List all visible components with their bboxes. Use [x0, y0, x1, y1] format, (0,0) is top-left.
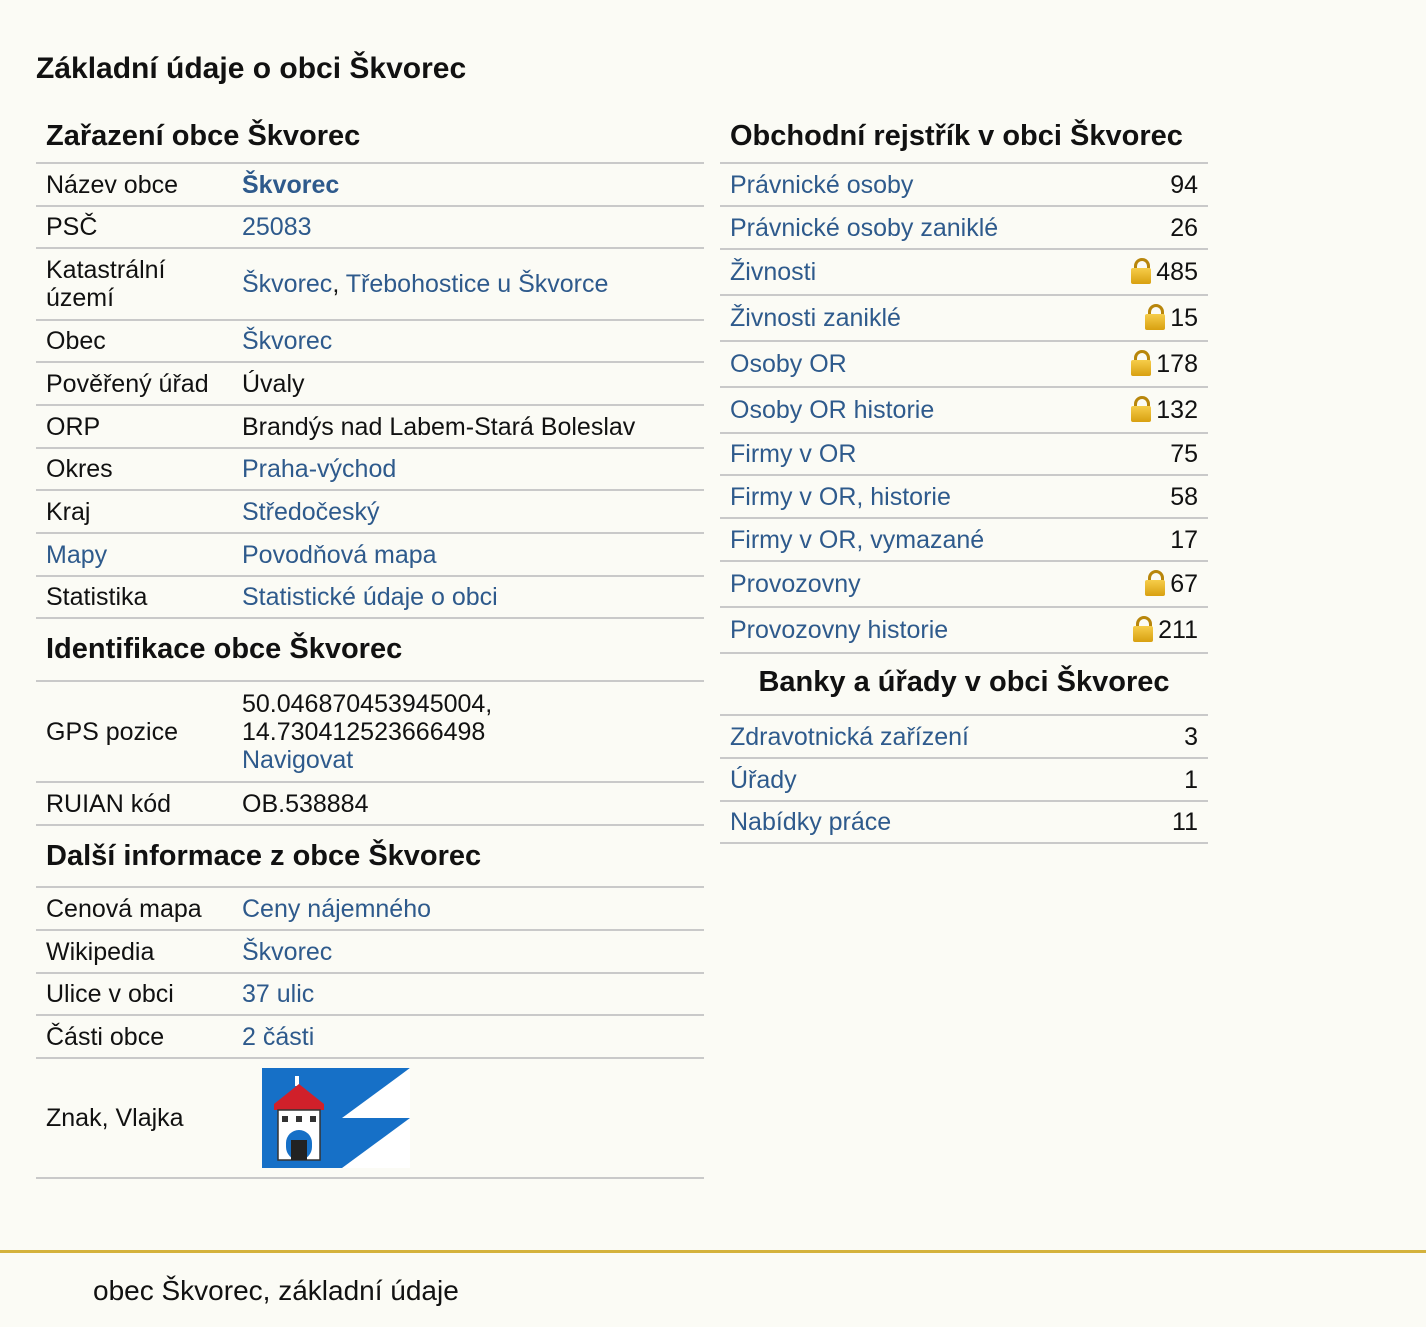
banky-table [720, 716, 1208, 844]
rejstrik-count: 15 [1170, 304, 1198, 332]
table-row [36, 490, 704, 533]
navigovat-link[interactable]: Navigovat [242, 745, 354, 774]
row-label: ORP [36, 405, 232, 448]
row-label: Katastrální území [36, 248, 232, 320]
rejstrik-count: 17 [1170, 525, 1198, 554]
table-row [36, 320, 704, 362]
okres-link[interactable]: Praha-východ [242, 455, 397, 483]
section-heading-zarazeni: Zařazení obce Škvorec [36, 112, 704, 164]
page-title: Základní údaje o obci Škvorec [36, 52, 467, 85]
rejstrik-link[interactable]: Právnické osoby zaniklé [730, 213, 999, 242]
table-row [36, 405, 704, 448]
footer-text: obec Škvorec, základní údaje [93, 1275, 459, 1306]
lock-icon [1131, 258, 1151, 284]
obec-link[interactable]: Škvorec [242, 327, 333, 355]
rejstrik-count: 178 [1156, 350, 1198, 378]
banky-count: 11 [1134, 801, 1208, 843]
table-row [36, 782, 704, 825]
banky-count: 1 [1134, 758, 1208, 801]
table-row [36, 1015, 704, 1058]
row-label: RUIAN kód [36, 782, 232, 825]
separator: , [332, 270, 346, 298]
rejstrik-link[interactable]: Osoby OR [730, 350, 847, 378]
section-heading-rejstrik: Obchodní rejstřík v obci Škvorec [720, 112, 1208, 164]
rejstrik-link[interactable]: Provozovny [730, 570, 861, 598]
row-label: Pověřený úřad [36, 362, 232, 405]
ulice-link[interactable]: 37 ulic [242, 980, 315, 1008]
rejstrik-count: 132 [1156, 396, 1198, 424]
table-row [720, 164, 1208, 206]
table-row [36, 1058, 704, 1178]
table-row [36, 533, 704, 576]
table-row [720, 561, 1208, 607]
mapy-link[interactable]: Mapy [46, 540, 108, 569]
table-row [36, 973, 704, 1015]
row-label: Části obce [36, 1015, 232, 1058]
table-row [720, 475, 1208, 518]
table-row [36, 206, 704, 248]
obec-name-link[interactable]: Škvorec [242, 170, 340, 199]
right-column [720, 112, 1208, 844]
footer [0, 1250, 1426, 1327]
gps-lat: 50.046870453945004, [242, 689, 493, 718]
table-row [720, 758, 1208, 801]
banky-link[interactable]: Nabídky práce [730, 808, 892, 836]
rejstrik-count: 26 [1170, 213, 1198, 242]
flag-icon[interactable] [336, 1068, 410, 1168]
row-label: Statistika [36, 576, 232, 618]
table-row [36, 248, 704, 320]
row-value: OB.538884 [232, 782, 704, 825]
table-row [720, 518, 1208, 561]
left-column [36, 112, 704, 1179]
rejstrik-link[interactable]: Osoby OR historie [730, 396, 935, 424]
table-row [720, 249, 1208, 295]
table-row [36, 682, 704, 782]
table-row [720, 433, 1208, 475]
rejstrik-link[interactable]: Firmy v OR, vymazané [730, 525, 985, 554]
kraj-link[interactable]: Středočeský [242, 497, 380, 526]
lock-icon [1145, 570, 1165, 596]
znak-vlajka [262, 1068, 410, 1168]
row-label: Okres [36, 448, 232, 490]
section-heading-dalsi: Další informace z obce Škvorec [36, 826, 704, 888]
table-row [720, 341, 1208, 387]
wikipedia-link[interactable]: Škvorec [242, 937, 333, 966]
lock-icon [1131, 396, 1151, 422]
rejstrik-count: 67 [1170, 570, 1198, 598]
rejstrik-link[interactable]: Provozovny historie [730, 616, 949, 644]
table-row [720, 716, 1208, 758]
rejstrik-count: 58 [1170, 482, 1198, 511]
row-label: Wikipedia [36, 930, 232, 973]
rejstrik-count: 485 [1156, 258, 1198, 286]
row-label: Obec [36, 320, 232, 362]
rejstrik-link[interactable]: Firmy v OR, historie [730, 482, 951, 511]
katastr-link-trebohostice[interactable]: Třebohostice u Škvorce [345, 270, 609, 298]
table-row [36, 888, 704, 930]
table-row [720, 206, 1208, 249]
rejstrik-count: 211 [1158, 616, 1198, 644]
section-heading-banky: Banky a úřady v obci Škvorec [720, 654, 1208, 716]
row-value: Úvaly [232, 362, 704, 405]
lock-icon [1131, 350, 1151, 376]
row-label: Cenová mapa [36, 888, 232, 930]
table-row [36, 576, 704, 618]
table-row [36, 930, 704, 973]
casti-obce-link[interactable]: 2 části [242, 1022, 315, 1051]
lock-icon [1145, 304, 1165, 330]
statistika-link[interactable]: Statistické údaje o obci [242, 583, 498, 611]
banky-count: 3 [1134, 716, 1208, 758]
table-row [720, 607, 1208, 653]
rejstrik-link[interactable]: Firmy v OR [730, 440, 857, 468]
row-label: PSČ [36, 206, 232, 248]
coat-of-arms-icon[interactable] [262, 1068, 336, 1168]
rejstrik-link[interactable]: Živnosti [730, 258, 817, 286]
table-row [720, 801, 1208, 843]
lock-icon [1133, 616, 1153, 642]
rejstrik-table [720, 164, 1208, 654]
dalsi-table [36, 888, 704, 1179]
rejstrik-count: 75 [1170, 440, 1198, 468]
ceny-najemneho-link[interactable]: Ceny nájemného [242, 894, 432, 923]
table-row [720, 295, 1208, 341]
banky-link[interactable]: Úřady [730, 765, 797, 794]
table-row [36, 164, 704, 206]
identifikace-table [36, 682, 704, 826]
katastr-link-skvorec[interactable]: Škvorec [242, 270, 333, 298]
gps-lon: 14.730412523666498 [242, 717, 486, 746]
rejstrik-count: 94 [1170, 170, 1198, 199]
table-row [720, 387, 1208, 433]
row-label: Název obce [36, 164, 232, 206]
rejstrik-link[interactable]: Právnické osoby [730, 170, 914, 199]
row-label: GPS pozice [36, 682, 232, 782]
rejstrik-link[interactable]: Živnosti zaniklé [730, 304, 901, 332]
row-label: Kraj [36, 490, 232, 533]
banky-link[interactable]: Zdravotnická zařízení [730, 722, 969, 751]
psc-link[interactable]: 25083 [242, 213, 312, 241]
table-row [36, 362, 704, 405]
row-label: Znak, Vlajka [36, 1058, 232, 1178]
section-heading-identifikace: Identifikace obce Škvorec [36, 619, 704, 682]
row-value: Brandýs nad Labem-Stará Boleslav [232, 405, 704, 448]
povodnova-mapa-link[interactable]: Povodňová mapa [242, 540, 437, 569]
table-row [36, 448, 704, 490]
zarazeni-table [36, 164, 704, 619]
row-label: Ulice v obci [36, 973, 232, 1015]
